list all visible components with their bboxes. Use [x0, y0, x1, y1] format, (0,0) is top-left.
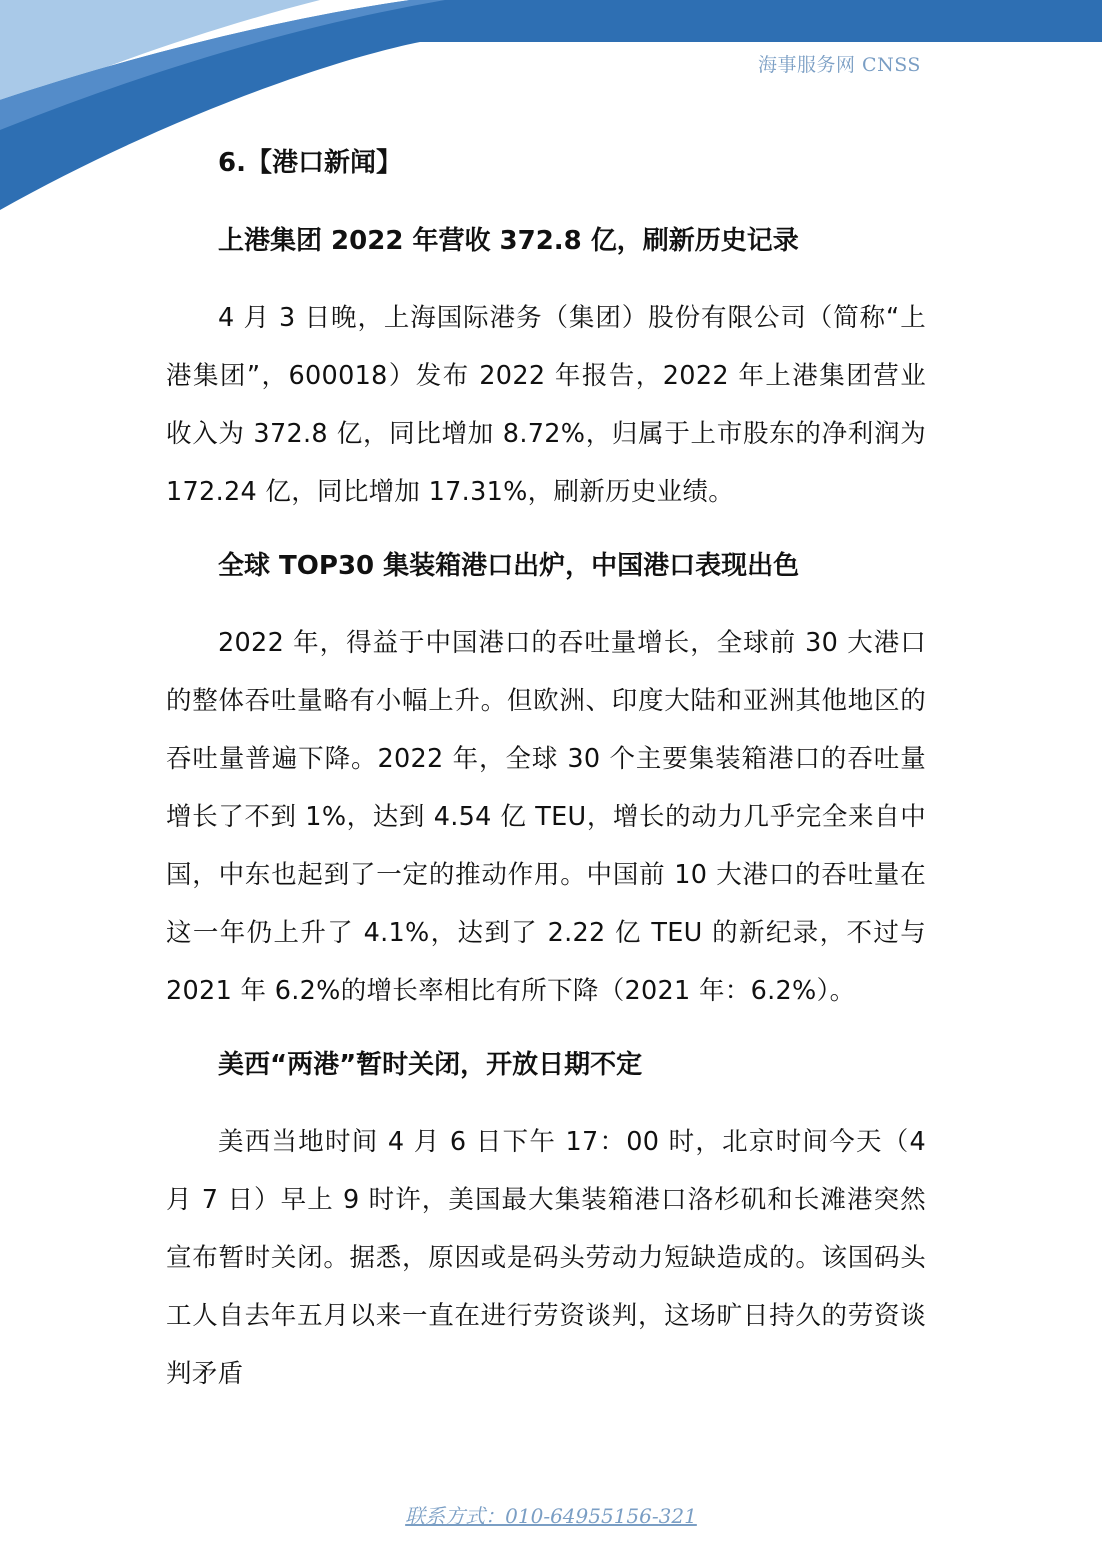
article-paragraph: 2022 年，得益于中国港口的吞吐量增长，全球前 30 大港口的整体吞吐量略有小幅上升。但欧洲、印度大陆和亚洲其他地区的吞吐量普遍下降。2022 年，全球 30 个主要集装箱港口的吞吐量增长了不到 1%，达到 4.54 亿 TEU，增长的动力几乎完全来自中国，中东也起到了一定的推动作用。中国前 10 大港口的吞吐量在这一年仍上升了 4.1%，达到了 2.22 亿 TEU 的新纪录，不过与 2021 年 6.2%的增长率相比有所下降（2021 年：6.2%）。 — [166, 628, 926, 1006]
article-title: 上港集团 2022 年营收 372.8 亿，刷新历史记录 — [218, 226, 799, 256]
article-title: 全球 TOP30 集装箱港口出炉，中国港口表现出色 — [218, 551, 800, 581]
article — [166, 216, 926, 521]
article-title: 美西“两港”暂时关闭，开放日期不定 — [218, 1050, 643, 1080]
article — [166, 541, 926, 1020]
section-title: 6.【港口新闻】 — [218, 148, 402, 178]
article-paragraph: 美西当地时间 4 月 6 日下午 17：00 时，北京时间今天（4 月 7 日）早上 9 时许，美国最大集装箱港口洛杉矶和长滩港突然宣布暂时关闭。据悉，原因或是码头劳动力短缺造成的。该国码头工人自去年五月以来一直在进行劳资谈判，这场旷日持久的劳资谈判矛盾 — [166, 1127, 926, 1389]
brand-label: 海事服务网 CNSS — [758, 54, 921, 76]
document-body — [166, 138, 926, 1423]
footer-contact-link[interactable]: 联系方式：010-64955156-321 — [405, 1504, 697, 1528]
article-paragraph: 4 月 3 日晚，上海国际港务（集团）股份有限公司（简称“上港集团”，600018）发布 2022 年报告，2022 年上港集团营业收入为 372.8 亿，同比增加 8.72%，归属于上市股东的净利润为 172.24 亿，同比增加 17.31%，刷新历史业绩。 — [166, 303, 926, 507]
article — [166, 1040, 926, 1403]
